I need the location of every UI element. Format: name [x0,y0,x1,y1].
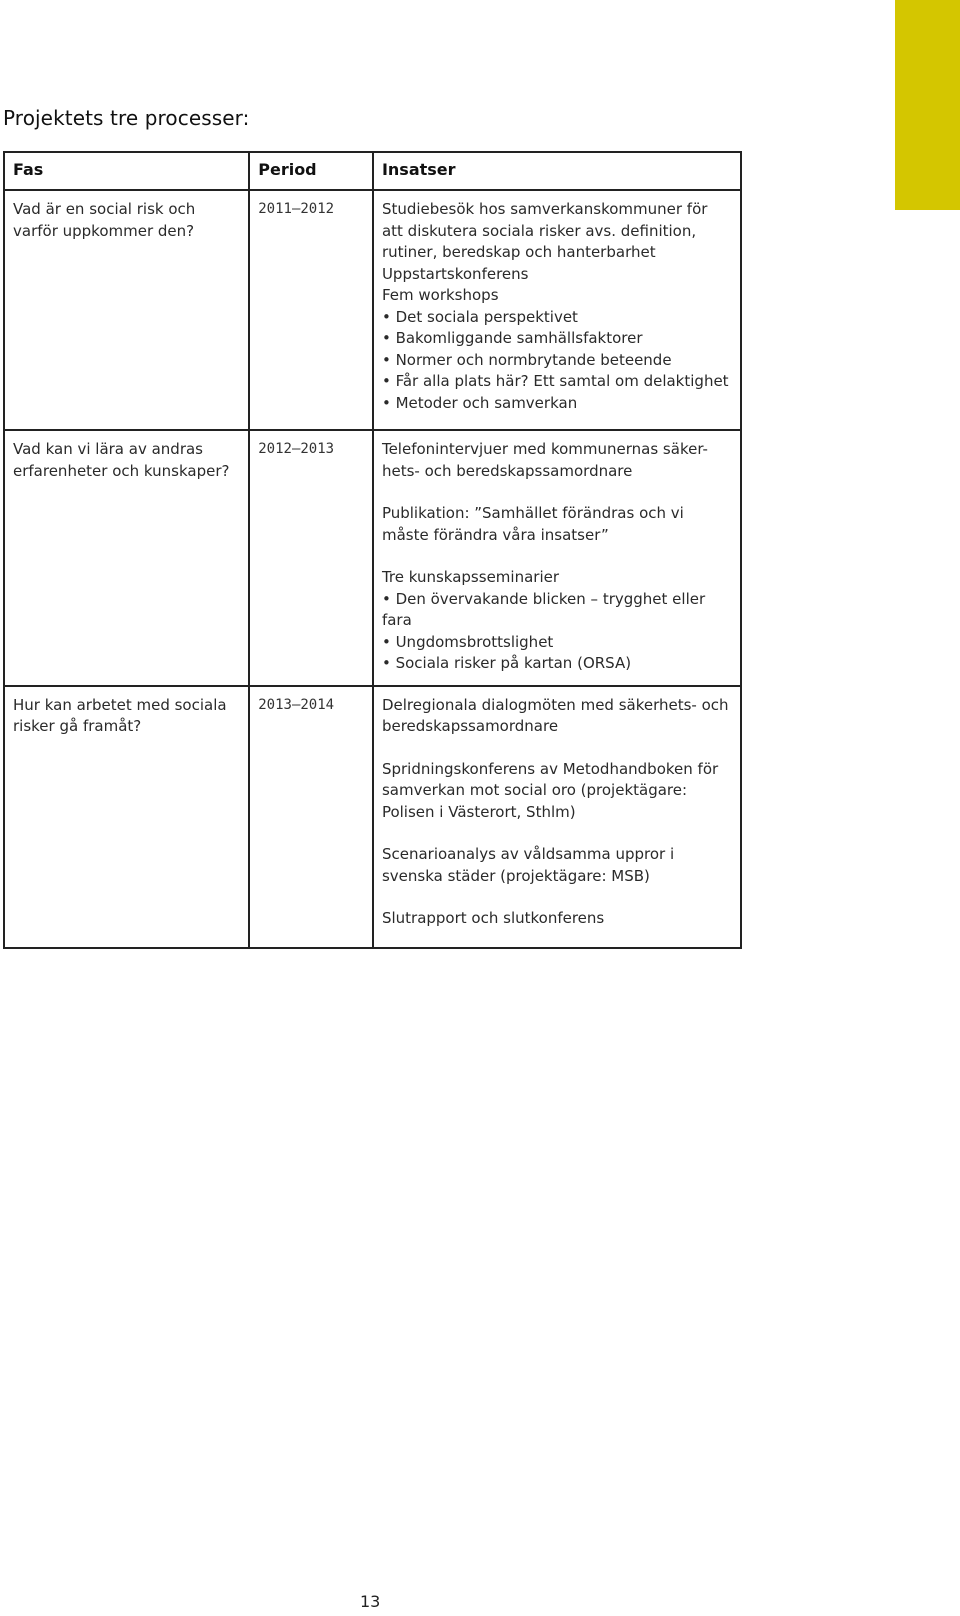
page-heading: Projektets tre processer: [3,106,250,130]
bullet-item: • Bakomliggande samhällsfaktorer [382,328,732,350]
insatser-cell [373,686,741,948]
insats-item: Publikation: ”Samhället förändras och vi måste förändra våra insatser” [381,504,684,544]
period-cell: 2012–2013 [249,430,373,686]
insats-item: Scenarioanalys av våldsamma uppror i svenska städer (projektägare: MSB) [381,845,675,885]
insats-item: Slutrapport och slutkonferens [381,909,605,927]
bullet-item: • Ungdomsbrottslighet [382,632,732,654]
insats-item: Spridningskonferens av Metodhandboken för samverkan mot social oro (projektägare: Polisen i Västerort, Sthlm) [381,759,719,821]
insats-item: Telefonintervjuer med kommunernas säker-hets- och beredskapssamordnare [381,440,708,480]
bullet-item: • Normer och normbrytande beteende [382,350,732,372]
fas-cell: Vad är en social risk och varför uppkommer den? [4,190,249,430]
table-row [4,430,741,686]
header-insatser: Insatser [373,152,741,190]
bullet-item: • Sociala risker på kartan (ORSA) [382,653,732,675]
period-cell: 2011–2012 [249,190,373,430]
period-cell: 2013–2014 [249,686,373,948]
page-number: 13 [360,1592,381,1611]
header-fas: Fas [4,152,249,190]
bullet-item: • Den övervakande blicken – trygghet eller fara [382,589,732,632]
bullet-item: • Det sociala perspektivet [382,307,732,329]
insatser-cell [373,190,741,430]
fas-cell: Hur kan arbetet med sociala risker gå framåt? [4,686,249,948]
insats-item: Tre kunskapsseminarier [381,568,560,586]
table-header-row [4,152,741,190]
bullet-item: • Får alla plats här? Ett samtal om delaktighet [382,371,732,393]
insats-item: Delregionala dialogmöten med säkerhets- och beredskapssamordnare [381,695,729,735]
insats-item: Fem workshops [381,286,499,304]
insatser-cell [373,430,741,686]
process-table [3,151,742,949]
fas-cell: Vad kan vi lära av andras erfarenheter och kunskaper? [4,430,249,686]
insats-item: Studiebesök hos samverkanskommuner för att diskutera sociala risker avs. definition, rutiner, beredskap och hanterbarhet [381,200,708,261]
table-row [4,190,741,430]
header-period: Period [249,152,373,190]
insats-item: Uppstartskonferens [381,264,529,283]
accent-bar [895,0,960,210]
bullet-item: • Metoder och samverkan [382,393,732,415]
table-row [4,686,741,948]
